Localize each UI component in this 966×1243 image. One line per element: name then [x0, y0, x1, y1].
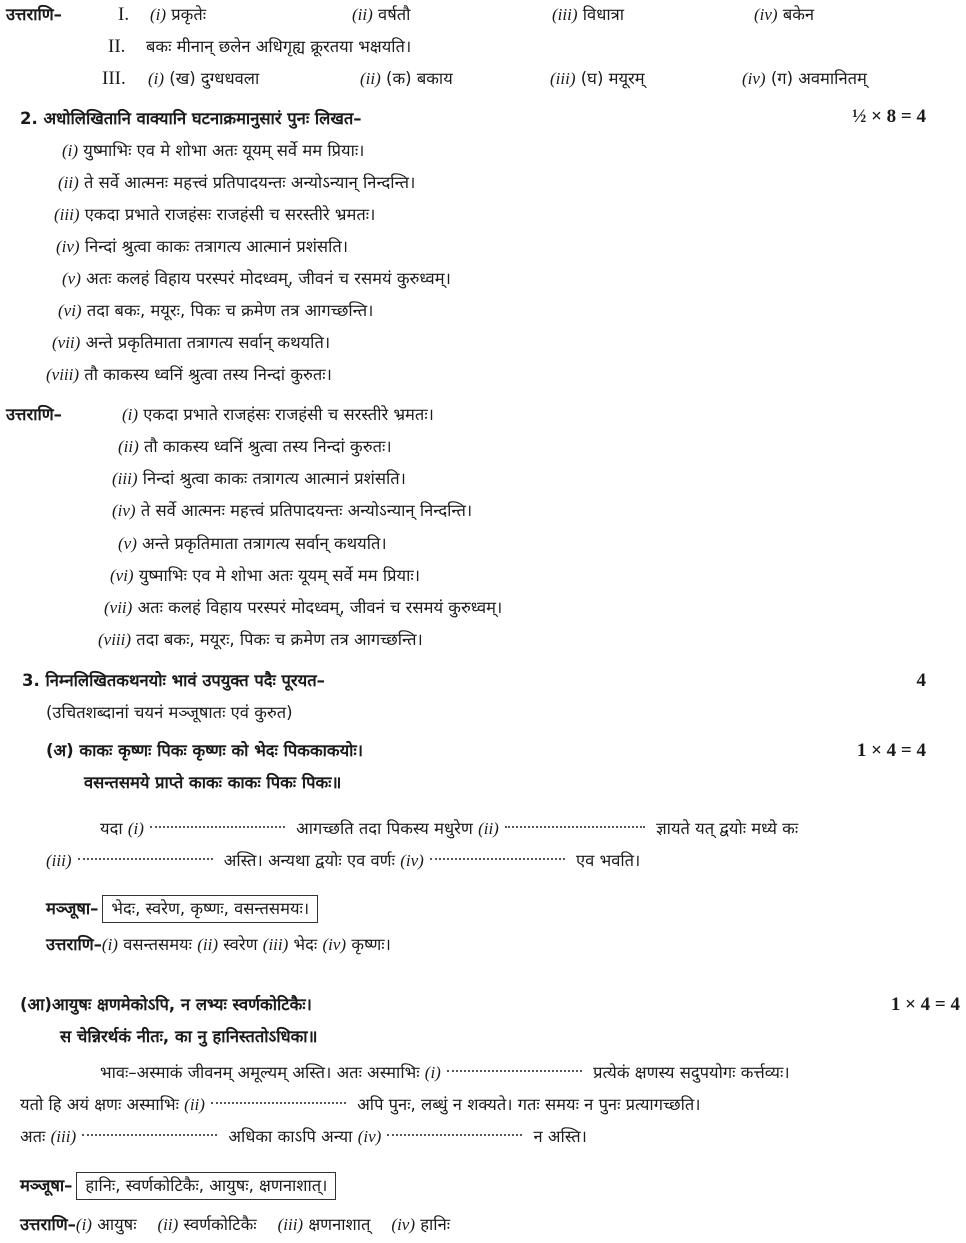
item-num: (iii) — [552, 5, 578, 24]
q3aa-answers — [20, 1214, 450, 1236]
item-num: (i) — [148, 69, 165, 88]
item-text: एकदा प्रभाते राजहंसः राजहंसी च सरस्तीरे भ्रमतः। — [143, 405, 434, 424]
word-box: हानिः, स्वर्णकोटिकैः, आयुषः, क्षणनाशात्। — [76, 1172, 336, 1200]
blank-num: (i) — [127, 819, 144, 838]
item-num: (i) — [122, 405, 139, 424]
item-text: वसन्तसमयः — [123, 935, 192, 954]
blank-num: (i) — [424, 1063, 441, 1082]
item-num: (ii) — [157, 1215, 179, 1234]
item-num: (viii) — [98, 630, 132, 649]
item-num: (ii) — [58, 173, 79, 192]
item-text: तदा बकः, मयूरः, पिकः च क्रमेण तत्र आगच्छन्ति। — [86, 301, 374, 320]
item-text: अतः कलहं विहाय परस्परं मोदध्वम्, जीवनं च रसमयं कुरुध्वम्। — [86, 269, 451, 288]
answer-III-ii — [360, 68, 453, 90]
blank-1[interactable] — [447, 1062, 582, 1072]
q2-item — [52, 332, 330, 354]
item-text: निन्दां श्रुत्वा काकः तत्रागत्य आत्मानं प्रशंसति। — [84, 237, 349, 256]
q3a-verse-2: वसन्तसमये प्राप्ते काकः काकः पिकः पिकः॥ — [84, 773, 342, 792]
blank-4[interactable] — [387, 1126, 522, 1136]
item-text: हानिः — [420, 1215, 451, 1234]
manjusha-label: मञ्जूषा– — [20, 1176, 73, 1195]
blank-4[interactable] — [430, 850, 565, 860]
answer-I-iv — [754, 4, 814, 26]
q3a-passage-line-2 — [46, 850, 640, 872]
q2-answer — [110, 565, 420, 587]
blank-3[interactable] — [82, 1126, 217, 1136]
item-num: (i) — [75, 1215, 92, 1234]
item-num: (i) — [150, 5, 167, 24]
blank-num: (ii) — [478, 819, 499, 838]
item-num: (iii) — [54, 205, 80, 224]
passage-text: प्रत्येकं क्षणस्य सदुपयोगः कर्त्तव्यः। — [593, 1063, 790, 1082]
item-text: बकेन — [782, 5, 815, 24]
item-num: (iv) — [322, 935, 347, 954]
q3aa-passage-line-3 — [20, 1126, 587, 1148]
passage-text: यदा — [100, 819, 123, 838]
item-text: निन्दां श्रुत्वा काकः तत्रागत्य आत्मानं प्रशंसति। — [142, 469, 406, 488]
q3-marks: 4 — [916, 670, 926, 691]
q2-answer — [98, 629, 423, 651]
answers-label: उत्तराणि– — [6, 5, 62, 24]
item-num: (i) — [101, 935, 118, 954]
q2-item — [54, 204, 375, 226]
item-text: अन्ते प्रकृतिमाता तत्रागत्य सर्वान् कथयति। — [142, 534, 387, 553]
blank-2[interactable] — [505, 818, 645, 828]
passage-text: अतः — [20, 1127, 46, 1146]
blank-num: (ii) — [184, 1095, 205, 1114]
item-num: (iii) — [550, 69, 576, 88]
q3aa-passage-line-1 — [100, 1062, 790, 1084]
item-num: (ii) — [118, 437, 139, 456]
blank-num: (iv) — [400, 851, 424, 870]
q2-answer — [112, 500, 472, 522]
item-num: (i) — [62, 141, 79, 160]
q3a-passage-line-1 — [100, 818, 798, 840]
item-num: (ii) — [197, 935, 218, 954]
q3a-verse-1: (अ) काकः कृष्णः पिकः कृष्णः को भेदः पिककाकयोः। — [46, 741, 363, 760]
item-num: (iv) — [112, 501, 136, 520]
manjusha-label: मञ्जूषा– — [46, 899, 99, 918]
item-text: (घ) मयूरम् — [580, 69, 645, 88]
item-text: कृष्णः। — [351, 935, 391, 954]
item-num: (iii) — [277, 1215, 304, 1234]
q2-item — [58, 300, 373, 322]
item-num: (v) — [62, 269, 81, 288]
item-text: विधात्रा — [582, 5, 624, 24]
q3-instruction: (उचितशब्दानां चयनं मञ्जूषातः एवं कुरुत) — [46, 703, 293, 722]
q2-marks: ½ × 8 = 4 — [852, 106, 926, 127]
answer-I-i — [150, 4, 206, 26]
item-text: स्वरेण — [223, 935, 258, 954]
item-text: (ख) दुग्धधवला — [169, 69, 260, 88]
item-text: (क) बकाय — [386, 69, 453, 88]
answer-III-iv — [742, 68, 867, 90]
item-text: अतः कलहं विहाय परस्परं मोदध्वम्, जीवनं च रसमयं कुरुध्वम्। — [137, 598, 503, 617]
item-text: ते सर्वे आत्मनः महत्त्वं प्रतिपादयन्तः अन्योऽन्यान् निन्दन्ति। — [84, 173, 416, 192]
item-text: क्षणनाशात् — [308, 1215, 371, 1234]
blank-1[interactable] — [150, 818, 285, 828]
roman-II: II. — [108, 36, 126, 57]
passage-text: आगच्छति तदा पिकस्य मधुरेण — [296, 819, 473, 838]
item-num: (iv) — [391, 1215, 416, 1234]
q3aa-marks: 1 × 4 = 4 — [890, 994, 960, 1015]
q2-item — [62, 140, 364, 162]
item-text: आयुषः — [97, 1215, 137, 1234]
q2-title: 2. अधोलिखितानि वाक्यानि घटनाक्रमानुसारं पुनः लिखत– — [20, 109, 362, 128]
item-num: (v) — [118, 534, 137, 553]
answer-I-ii — [352, 4, 410, 26]
item-num: (vi) — [110, 566, 134, 585]
passage-text: न अस्ति। — [533, 1127, 587, 1146]
item-text: युष्माभिः एव मे शोभा अतः यूयम् सर्वे मम प्रियाः। — [83, 141, 365, 160]
item-text: एकदा प्रभाते राजहंसः राजहंसी च सरस्तीरे भ्रमतः। — [84, 205, 376, 224]
q3-title: 3. निम्नलिखितकथनयोः भावं उपयुक्त पदैः पूरयत– — [22, 671, 325, 690]
q3aa-passage-line-2 — [20, 1094, 701, 1116]
passage-text: ज्ञायते यत् द्वयोः मध्ये कः — [656, 819, 799, 838]
answers-1-row-I — [6, 4, 62, 26]
item-num: (iv) — [56, 237, 80, 256]
item-text: प्रकृतेः — [171, 5, 207, 24]
item-text: तदा बकः, मयूरः, पिकः च क्रमेण तत्र आगच्छन्ति। — [136, 630, 423, 649]
blank-num: (iv) — [357, 1127, 382, 1146]
q3a-manjusha — [46, 895, 318, 923]
item-num: (viii) — [46, 365, 80, 384]
item-text: तौ काकस्य ध्वनिं श्रुत्वा तस्य निन्दां कुरुतः। — [84, 365, 332, 384]
blank-num: (iii) — [46, 851, 72, 870]
q2-item — [58, 172, 415, 194]
q2-item — [56, 236, 348, 258]
item-num: (iii) — [112, 469, 138, 488]
item-num: (vii) — [104, 598, 133, 617]
q2-answer — [112, 468, 406, 490]
roman-I: I. — [118, 4, 130, 25]
q2-answers-label: उत्तराणि– — [6, 405, 62, 424]
item-text: युष्माभिः एव मे शोभा अतः यूयम् सर्वे मम प्रियाः। — [138, 566, 420, 585]
item-text: अन्ते प्रकृतिमाता तत्रागत्य सर्वान् कथयति। — [85, 333, 331, 352]
item-num: (vii) — [52, 333, 81, 352]
answers-label: उत्तराणि– — [46, 935, 102, 954]
item-text: स्वर्णकोटिकैः — [183, 1215, 257, 1234]
passage-text: भावः–अस्माकं जीवनम् अमूल्यम् अस्ति। अतः अस्माभिः — [100, 1063, 420, 1082]
passage-text: यतो हि अयं क्षणः अस्माभिः — [20, 1095, 179, 1114]
passage-text: अधिका काऽपि अन्या — [228, 1127, 353, 1146]
q3aa-verse-2: स चेन्निरर्थकं नीतः, का नु हानिस्ततोऽधिका॥ — [60, 1027, 318, 1046]
q2-answer — [104, 597, 502, 619]
item-num: (iii) — [262, 935, 289, 954]
item-num: (iv) — [754, 5, 778, 24]
passage-text: अस्ति। अन्यथा द्वयोः एव वर्णः — [223, 851, 395, 870]
item-num: (ii) — [352, 5, 373, 24]
answer-I-iii — [552, 4, 624, 26]
passage-text: एव भवति। — [576, 851, 641, 870]
blank-3[interactable] — [78, 850, 213, 860]
item-text: तौ काकस्य ध्वनिं श्रुत्वा तस्य निन्दां कुरुतः। — [144, 437, 392, 456]
item-text: वर्षतौ — [378, 5, 411, 24]
blank-2[interactable] — [211, 1094, 346, 1104]
item-num: (ii) — [360, 69, 381, 88]
q3aa-verse-1: (आ)आयुषः क्षणमेकोऽपि, न लभ्यः स्वर्णकोटिकैः। — [20, 995, 312, 1014]
answer-II-text: बकः मीनान् छलेन अधिगृह्य क्रूरतया भक्षयति। — [146, 37, 412, 56]
blank-num: (iii) — [50, 1127, 77, 1146]
q2-answer — [118, 436, 392, 458]
item-text: (ग) अवमानितम् — [770, 69, 867, 88]
item-num: (vi) — [58, 301, 82, 320]
answers-label: उत्तराणि– — [20, 1215, 76, 1234]
q2-answer — [122, 404, 434, 426]
answer-III-iii — [550, 68, 645, 90]
item-num: (iv) — [742, 69, 766, 88]
q3a-answers — [46, 934, 391, 956]
roman-III: III. — [102, 68, 126, 89]
item-text: ते सर्वे आत्मनः महत्त्वं प्रतिपादयन्तः अन्योऽन्यान् निन्दन्ति। — [140, 501, 473, 520]
q3a-marks: 1 × 4 = 4 — [856, 740, 926, 761]
answer-III-i — [148, 68, 259, 90]
q2-answer — [118, 533, 387, 555]
word-box: भेदः, स्वरेण, कृष्णः, वसन्तसमयः। — [102, 895, 318, 923]
q3aa-manjusha — [20, 1172, 336, 1200]
passage-text: अपि पुनः, लब्धुं न शक्यते। गतः समयः न पुनः प्रत्यागच्छति। — [357, 1095, 701, 1114]
q2-item — [46, 364, 332, 386]
item-text: भेदः — [293, 935, 318, 954]
q2-item — [62, 268, 451, 290]
